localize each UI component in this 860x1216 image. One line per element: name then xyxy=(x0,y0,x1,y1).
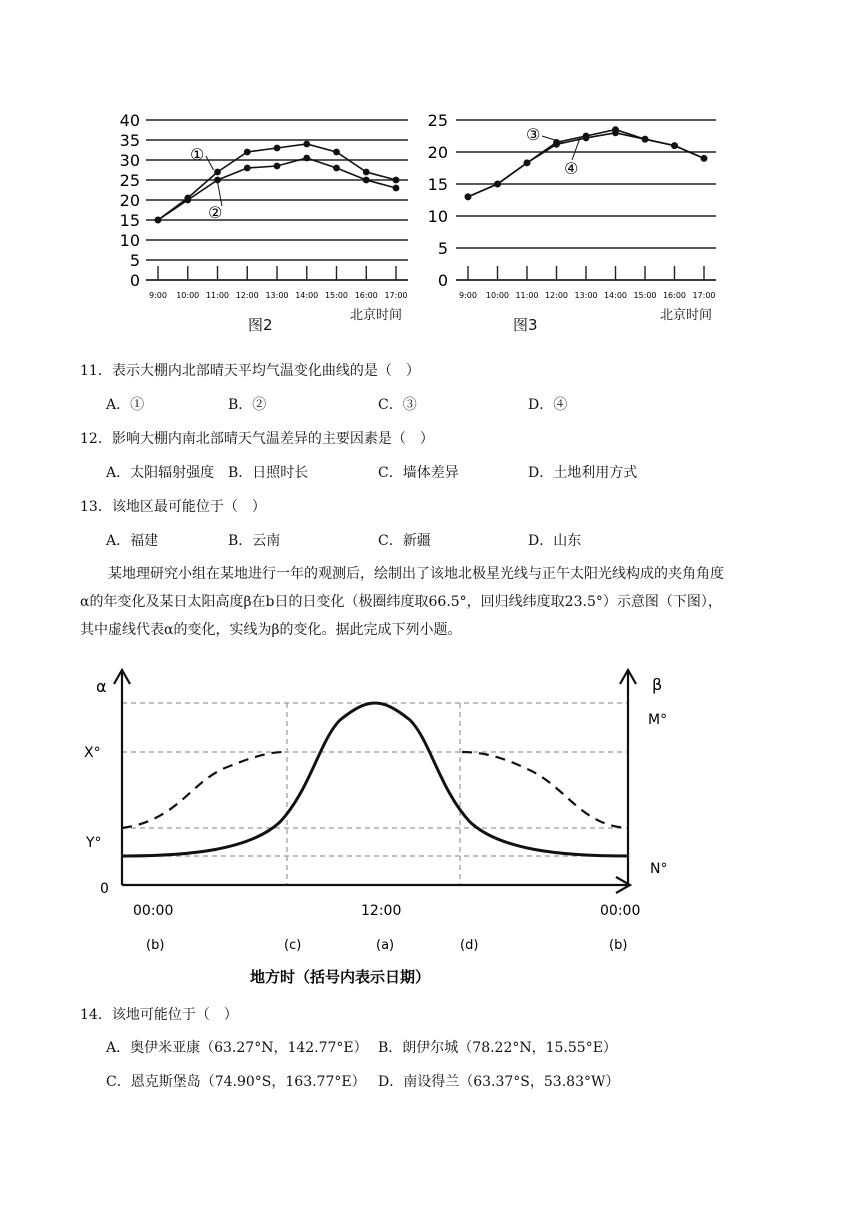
question-11-option-a[interactable]: A．① xyxy=(106,397,145,413)
f3-ytick-0: 0 xyxy=(437,271,448,290)
question-12-option-d[interactable]: D．土地利用方式 xyxy=(528,465,638,481)
f3-ytick-25: 25 xyxy=(427,111,448,130)
f2-xtick-6: 15:00 xyxy=(324,291,349,300)
date-tick-b-right: (b) xyxy=(609,938,628,953)
f2-series-1-point-7 xyxy=(363,177,370,184)
tick-n-degree: N° xyxy=(650,861,668,877)
time-tick-1200: 12:00 xyxy=(361,903,402,919)
f2-xtick-1: 10:00 xyxy=(176,291,200,300)
curve-label-3-leader xyxy=(542,136,563,142)
figure-3-label: 图3 xyxy=(513,316,538,334)
f2-series-0-point-5 xyxy=(303,141,310,148)
f2-ytick-5: 5 xyxy=(129,251,140,270)
curve-label-3: ③ xyxy=(526,125,541,144)
question-14-option-c[interactable]: C．恩克斯堡岛（74.90°S，163.77°E） xyxy=(106,1074,366,1090)
figure-3-chart xyxy=(427,108,730,323)
f2-xtick-2: 11:00 xyxy=(205,291,230,300)
passage-line-1: 某地理研究小组在某地进行一年的观测后，绘制出了该地北极星光线与正午太阳光线构成的夹角角度 xyxy=(108,566,724,582)
alpha-curve-left xyxy=(122,752,285,828)
alpha-axis-label: α xyxy=(96,677,107,696)
f2-series-1-point-6 xyxy=(333,165,340,172)
f3-xtick-3: 12:00 xyxy=(544,291,569,300)
f3-series-line-1 xyxy=(468,133,704,197)
question-13-option-c[interactable]: C．新疆 xyxy=(378,533,431,549)
f2-xtick-5: 14:00 xyxy=(295,291,319,300)
question-14-stem: 14．该地可能位于（ ） xyxy=(80,1007,238,1023)
f3-series-1-point-5 xyxy=(612,129,619,136)
f3-xtick-8: 17:00 xyxy=(692,291,716,300)
f3-xtick-5: 14:00 xyxy=(603,291,628,300)
f3-xtick-1: 10:00 xyxy=(485,291,510,300)
f2-ytick-30: 30 xyxy=(119,151,140,170)
passage-line-3: 其中虚线代表α的变化，实线为β的变化。据此完成下列小题。 xyxy=(80,622,462,638)
date-tick-a: (a) xyxy=(376,938,395,953)
f3-xtick-2: 11:00 xyxy=(515,291,539,300)
f2-ytick-40: 40 xyxy=(119,111,140,130)
beta-curve xyxy=(122,703,628,856)
f2-series-1-point-8 xyxy=(393,185,400,192)
time-tick-0000-left: 00:00 xyxy=(133,903,174,919)
date-tick-b-left: (b) xyxy=(146,938,165,953)
diagram-caption: 地方时（括号内表示日期） xyxy=(250,968,431,986)
f2-ytick-15: 15 xyxy=(119,211,140,230)
question-12-option-a[interactable]: A．太阳辐射强度 xyxy=(106,465,215,481)
f2-series-0-point-8 xyxy=(393,177,400,184)
f3-ytick-15: 15 xyxy=(427,175,448,194)
curve-label-2: ② xyxy=(208,203,223,222)
f2-series-0-point-4 xyxy=(274,145,281,152)
question-11-stem: 11．表示大棚内北部晴天平均气温变化曲线的是（ ） xyxy=(80,363,420,379)
f2-xtick-7: 16:00 xyxy=(354,291,378,300)
question-13-option-b[interactable]: B．云南 xyxy=(228,533,281,549)
figure-2-chart xyxy=(110,108,420,323)
question-13-stem: 13．该地区最可能位于（ ） xyxy=(80,499,266,515)
question-14-option-b[interactable]: B．朗伊尔城（78.22°N，15.55°E） xyxy=(378,1040,617,1056)
f2-xtick-4: 13:00 xyxy=(265,291,289,300)
figure-2-time-label: 北京时间 xyxy=(350,308,403,323)
question-11-option-b[interactable]: B．② xyxy=(228,397,267,413)
f2-ytick-20: 20 xyxy=(119,191,140,210)
f2-series-0-point-6 xyxy=(333,149,340,156)
f3-series-1-point-7 xyxy=(671,142,678,149)
curve-label-1-leader xyxy=(206,156,214,170)
f3-series-1-point-8 xyxy=(701,155,708,162)
f2-series-1-point-5 xyxy=(303,155,310,162)
f3-series-1-point-2 xyxy=(524,159,531,166)
f2-ytick-25: 25 xyxy=(119,171,140,190)
passage xyxy=(80,560,780,644)
f3-xtick-6: 15:00 xyxy=(633,291,657,300)
question-12-stem: 12．影响大棚内南北部晴天气温差异的主要因素是（ ） xyxy=(80,431,434,447)
f2-series-0-point-7 xyxy=(363,169,370,176)
curve-label-1: ① xyxy=(190,145,205,164)
f2-series-1-point-4 xyxy=(274,163,281,170)
f3-series-1-point-4 xyxy=(583,135,590,142)
f3-series-1-point-1 xyxy=(494,181,501,188)
f3-xtick-0: 9:00 xyxy=(459,291,477,300)
f2-xtick-3: 12:00 xyxy=(235,291,259,300)
question-13-option-d[interactable]: D．山东 xyxy=(528,533,582,549)
curve-label-4: ④ xyxy=(564,159,579,178)
tick-y-degree: Y° xyxy=(86,835,102,851)
question-12-option-b[interactable]: B．日照时长 xyxy=(228,465,309,481)
time-tick-0000-right: 00:00 xyxy=(600,903,641,919)
f3-series-1-point-6 xyxy=(642,136,649,143)
question-12-option-c[interactable]: C．墙体差异 xyxy=(378,465,459,481)
f3-ytick-10: 10 xyxy=(427,207,448,226)
date-tick-d: (d) xyxy=(460,938,479,953)
tick-m-degree: M° xyxy=(648,712,668,728)
f2-series-0-point-3 xyxy=(244,149,251,156)
question-11-option-c[interactable]: C．③ xyxy=(378,397,417,413)
f3-ytick-20: 20 xyxy=(427,143,448,162)
f3-xtick-7: 16:00 xyxy=(662,291,687,300)
tick-zero: 0 xyxy=(100,881,109,897)
question-13-option-a[interactable]: A．福建 xyxy=(106,533,159,549)
f3-series-1-point-3 xyxy=(553,141,560,148)
f2-series-0-point-2 xyxy=(214,169,221,176)
alpha-beta-diagram xyxy=(80,660,680,995)
question-11-option-d[interactable]: D．④ xyxy=(528,397,568,413)
f3-xtick-4: 13:00 xyxy=(574,291,598,300)
question-14-option-a[interactable]: A．奥伊米亚康（63.27°N，142.77°E） xyxy=(106,1040,368,1056)
f3-ytick-5: 5 xyxy=(437,239,448,258)
f2-ytick-0: 0 xyxy=(129,271,140,290)
f2-ytick-35: 35 xyxy=(119,131,140,150)
f3-series-1-point-0 xyxy=(465,193,472,200)
alpha-curve-right xyxy=(462,752,628,828)
diagram-grid xyxy=(122,703,628,885)
question-14-option-d[interactable]: D．南设得兰（63.37°S，53.83°W） xyxy=(378,1074,620,1090)
f2-ytick-10: 10 xyxy=(119,231,140,250)
figure-2-label: 图2 xyxy=(248,316,273,334)
passage-line-2: α的年变化及某日太阳高度β在b日的日变化（极圈纬度取66.5°，回归线纬度取23.5°）示意图（下图）， xyxy=(80,594,722,610)
f2-series-1-point-1 xyxy=(184,197,191,204)
f2-series-1-point-3 xyxy=(244,165,251,172)
f2-series-1-point-0 xyxy=(155,217,162,224)
f2-xtick-0: 9:00 xyxy=(149,291,167,300)
date-tick-c: (c) xyxy=(284,938,302,953)
f2-xtick-8: 17:00 xyxy=(384,291,408,300)
tick-x-degree: X° xyxy=(84,745,101,761)
figure-3-time-label: 北京时间 xyxy=(660,308,713,323)
beta-axis-label: β xyxy=(652,675,663,694)
